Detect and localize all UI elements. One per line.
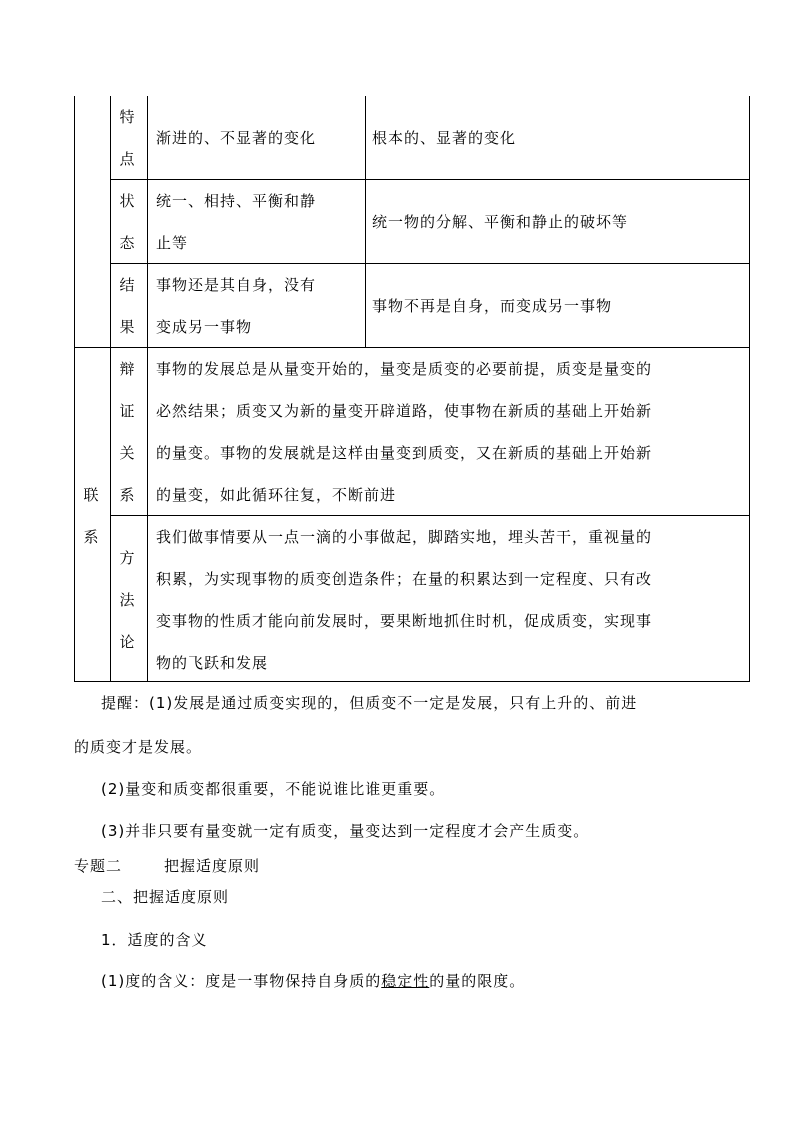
row-label-char: 果: [119, 318, 135, 336]
topic-number: 专题二: [74, 857, 123, 875]
row-label-char: 态: [119, 234, 135, 252]
group-label-char: 系: [83, 528, 99, 546]
table-right-border: [749, 96, 750, 682]
table-cell: 根本的、显著的变化: [372, 129, 517, 147]
row-label-char: 点: [119, 150, 135, 168]
note-line: 的质变才是发展。: [74, 738, 203, 756]
definition-text: 的量的限度。: [429, 972, 526, 990]
table-divider: [110, 96, 111, 682]
table-cell: 事物还是其自身，没有: [156, 276, 317, 294]
note-line: 提醒：(1)发展是通过质变实现的，但质变不一定是发展，只有上升的、前进: [101, 694, 638, 712]
row-label-char: 状: [119, 192, 135, 210]
table-cell-line: 变事物的性质才能向前发展时，要果断地抓住时机，促成质变，实现事: [156, 612, 653, 630]
note-line: (2)量变和质变都很重要，不能说谁比谁更重要。: [101, 780, 446, 798]
topic-title: 把握适度原则: [164, 857, 261, 875]
table-cell: 变成另一事物: [156, 318, 253, 336]
comparison-table: [74, 96, 750, 682]
definition-underlined-term: 稳定性: [381, 972, 430, 990]
section-heading: 二、把握适度原则: [101, 888, 230, 906]
table-cell: 统一、相持、平衡和静: [156, 192, 317, 210]
table-cell-line: 事物的发展总是从量变开始的，量变是质变的必要前提，质变是量变的: [156, 360, 653, 378]
definition-text: (1)度的含义：度是一事物保持自身质的: [101, 972, 382, 990]
table-cell-line: 物的飞跃和发展: [156, 654, 269, 672]
table-cell-line: 积累，为实现事物的质变创造条件；在量的积累达到一定程度、只有改: [156, 570, 653, 588]
table-cell-line: 必然结果；质变又为新的量变开辟道路，使事物在新质的基础上开始新: [156, 402, 653, 420]
table-left-border: [74, 96, 75, 682]
topic-heading: [74, 855, 750, 876]
table-cell-line: 我们做事情要从一点一滴的小事做起，脚踏实地，埋头苦干，重视量的: [156, 528, 653, 546]
table-cell-line: 的量变。事物的发展就是这样由量变到质变，又在新质的基础上开始新: [156, 444, 653, 462]
table-cell: 止等: [156, 234, 189, 252]
row-label-char: 论: [119, 633, 135, 651]
note-line: (3)并非只要有量变就一定有质变，量变达到一定程度才会产生质变。: [101, 822, 590, 840]
group-label-char: 联: [83, 486, 99, 504]
row-label-char: 方: [119, 549, 135, 567]
definition-line: [101, 970, 750, 991]
sub-heading: 1．适度的含义: [101, 931, 208, 949]
table-divider: [147, 96, 148, 682]
row-label-char: 关: [119, 444, 135, 462]
row-label-char: 系: [119, 486, 135, 504]
table-cell-line: 的量变，如此循环往复，不断前进: [156, 486, 397, 504]
row-label-char: 证: [119, 402, 135, 420]
table-cell: 统一物的分解、平衡和静止的破坏等: [372, 213, 629, 231]
row-label-char: 特: [119, 108, 135, 126]
table-cell: 事物不再是自身，而变成另一事物: [372, 297, 613, 315]
row-label-char: 辩: [119, 360, 135, 378]
table-cell: 渐进的、不显著的变化: [156, 129, 317, 147]
table-divider: [365, 96, 366, 347]
row-label-char: 法: [119, 591, 135, 609]
row-label-char: 结: [119, 276, 135, 294]
